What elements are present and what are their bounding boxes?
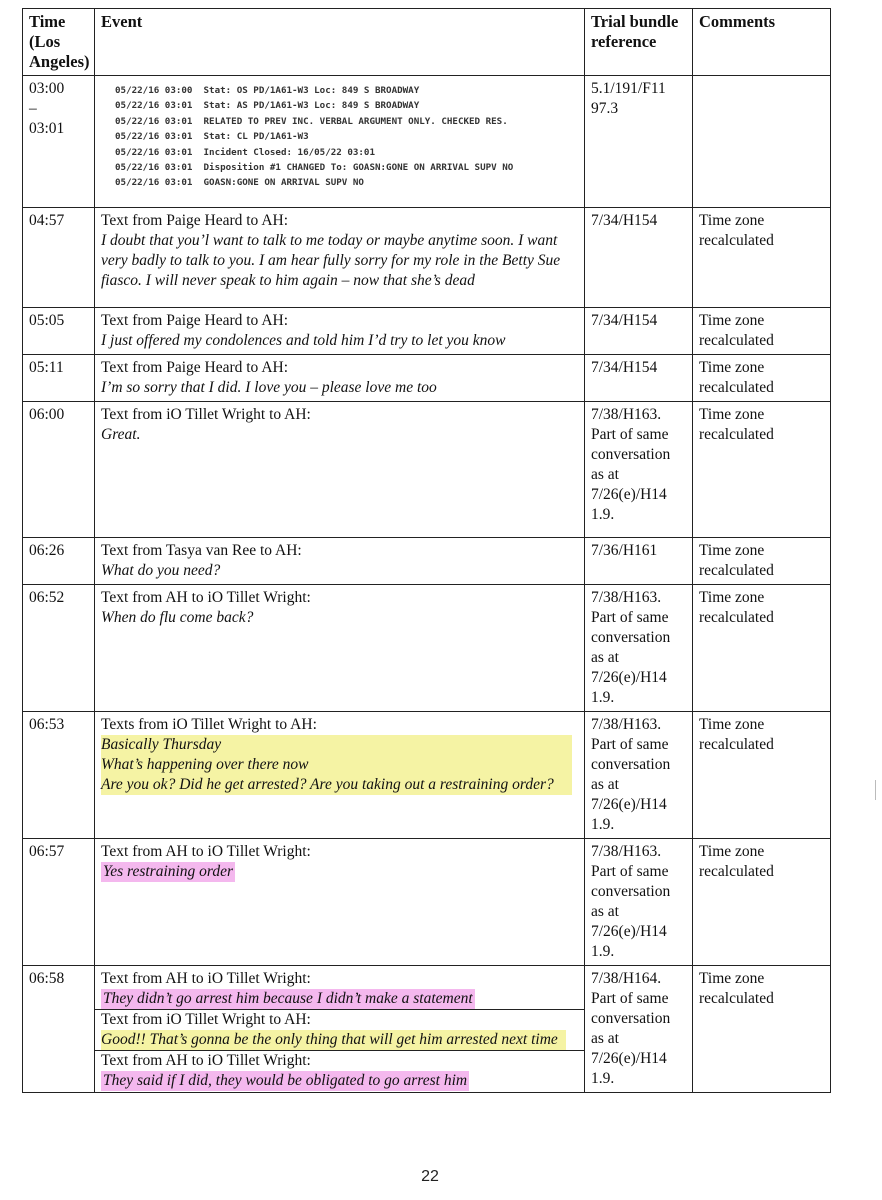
comment-cell: Time zone recalculated bbox=[693, 712, 831, 839]
time-cell: 03:00 – 03:01 bbox=[23, 76, 95, 208]
sub-message bbox=[95, 1050, 584, 1091]
event-cell bbox=[95, 839, 585, 966]
message-header: Text from AH to iO Tillet Wright: bbox=[101, 970, 311, 987]
event-cell bbox=[95, 585, 585, 712]
log-line: 05/22/16 03:01 Incident Closed: 16/05/22 03:01 bbox=[115, 146, 375, 158]
log-line: 05/22/16 03:01 RELATED TO PREV INC. VERBAL ARGUMENT ONLY. CHECKED RES. bbox=[115, 115, 508, 127]
time-cell: 06:53 bbox=[23, 712, 95, 839]
comment-cell: Time zone recalculated bbox=[693, 402, 831, 538]
comment-cell: Time zone recalculated bbox=[693, 308, 831, 355]
ref-cell: 7/38/H163. Part of same conversation as at 7/26(e)/H14 1.9. bbox=[585, 585, 693, 712]
message-text: I doubt that you’l want to talk to me today or maybe anytime soon. I want very badly to talk to you. I am hear fully sorry for my role in the Betty Sue fiasco. I will never speak to him again – now that she’s dead bbox=[101, 232, 561, 289]
ref-cell: 7/36/H161 bbox=[585, 538, 693, 585]
time-cell: 06:52 bbox=[23, 585, 95, 712]
table-row bbox=[23, 76, 831, 208]
time-cell: 05:05 bbox=[23, 308, 95, 355]
message-header: Text from Paige Heard to AH: bbox=[101, 359, 289, 376]
table-row bbox=[23, 585, 831, 712]
header-event: Event bbox=[95, 9, 585, 76]
event-cell bbox=[95, 76, 585, 208]
event-cell bbox=[95, 208, 585, 308]
message-text: What’s happening over there now bbox=[101, 756, 309, 773]
ref-cell: 7/38/H163. Part of same conversation as at 7/26(e)/H14 1.9. bbox=[585, 839, 693, 966]
message-text: Great. bbox=[101, 426, 141, 443]
table-row bbox=[23, 208, 831, 308]
message-text: I just offered my condolences and told him I’d try to let you know bbox=[101, 332, 506, 349]
ref-cell: 7/38/H163. Part of same conversation as at 7/26(e)/H14 1.9. bbox=[585, 402, 693, 538]
message-header: Text from AH to iO Tillet Wright: bbox=[101, 589, 311, 606]
log-line: 05/22/16 03:00 Stat: OS PD/1A61-W3 Loc: 849 S BROADWAY bbox=[115, 85, 420, 96]
log-line: 05/22/16 03:01 Stat: CL PD/1A61-W3 bbox=[115, 131, 309, 143]
message-header: Text from Tasya van Ree to AH: bbox=[101, 542, 302, 559]
time-cell: 06:57 bbox=[23, 839, 95, 966]
table-row bbox=[23, 538, 831, 585]
ref-cell: 7/38/H163. Part of same conversation as at 7/26(e)/H14 1.9. bbox=[585, 712, 693, 839]
timeline-table bbox=[22, 8, 831, 1093]
message-header: Text from iO Tillet Wright to AH: bbox=[101, 1011, 311, 1028]
message-text: Basically Thursday bbox=[101, 736, 222, 753]
page-number: 22 bbox=[421, 1168, 439, 1185]
comment-cell: Time zone recalculated bbox=[693, 538, 831, 585]
message-text: Good!! That’s gonna be the only thing that will get him arrested next time bbox=[101, 1030, 566, 1050]
message-header: Text from Paige Heard to AH: bbox=[101, 212, 289, 229]
comment-cell: Time zone recalculated bbox=[693, 585, 831, 712]
event-cell bbox=[95, 966, 585, 1093]
log-line: 05/22/16 03:01 GOASN:GONE ON ARRIVAL SUPV NO bbox=[115, 177, 364, 189]
header-time: Time (Los Angeles) bbox=[23, 9, 95, 76]
table-row bbox=[23, 966, 831, 1093]
message-text: What do you need? bbox=[101, 562, 221, 579]
scan-edge-mark bbox=[875, 780, 882, 800]
table-row bbox=[23, 355, 831, 402]
header-ref: Trial bundle reference bbox=[585, 9, 693, 76]
table-row bbox=[23, 839, 831, 966]
event-cell bbox=[95, 538, 585, 585]
comment-cell: Time zone recalculated bbox=[693, 355, 831, 402]
time-cell: 06:00 bbox=[23, 402, 95, 538]
event-cell bbox=[95, 355, 585, 402]
time-cell: 06:26 bbox=[23, 538, 95, 585]
message-header: Text from AH to iO Tillet Wright: bbox=[101, 843, 311, 860]
message-text: Are you ok? Did he get arrested? Are you taking out a restraining order? bbox=[101, 776, 554, 793]
comment-cell: Time zone recalculated bbox=[693, 966, 831, 1093]
time-cell: 06:58 bbox=[23, 966, 95, 1093]
message-header: Text from Paige Heard to AH: bbox=[101, 312, 289, 329]
message-text: They said if I did, they would be obligated to go arrest him bbox=[103, 1072, 468, 1089]
ref-cell: 7/38/H164. Part of same conversation as at 7/26(e)/H14 1.9. bbox=[585, 966, 693, 1093]
header-row bbox=[23, 9, 831, 76]
highlighted-messages bbox=[101, 735, 572, 795]
ref-cell: 5.1/191/F11 97.3 bbox=[585, 76, 693, 208]
message-text: When do flu come back? bbox=[101, 609, 254, 626]
comment-cell: Time zone recalculated bbox=[693, 839, 831, 966]
message-header: Text from AH to iO Tillet Wright: bbox=[101, 1052, 311, 1069]
comment-cell: Time zone recalculated bbox=[693, 208, 831, 308]
table-row bbox=[23, 308, 831, 355]
ref-cell: 7/34/H154 bbox=[585, 208, 693, 308]
event-cell bbox=[95, 402, 585, 538]
log-line: 05/22/16 03:01 Disposition #1 CHANGED To: GOASN:GONE ON ARRIVAL SUPV NO bbox=[115, 162, 514, 174]
log-line: 05/22/16 03:01 Stat: AS PD/1A61-W3 Loc: 849 S BROADWAY bbox=[115, 100, 420, 112]
event-cell bbox=[95, 712, 585, 839]
message-header: Texts from iO Tillet Wright to AH: bbox=[101, 716, 317, 733]
comment-cell bbox=[693, 76, 831, 208]
sub-message bbox=[95, 1009, 584, 1050]
ref-cell: 7/34/H154 bbox=[585, 355, 693, 402]
police-log bbox=[101, 79, 578, 191]
message-text: I’m so sorry that I did. I love you – please love me too bbox=[101, 379, 437, 396]
time-cell: 05:11 bbox=[23, 355, 95, 402]
table-row bbox=[23, 402, 831, 538]
message-text: Yes restraining order bbox=[103, 863, 234, 880]
message-header: Text from iO Tillet Wright to AH: bbox=[101, 406, 311, 423]
ref-cell: 7/34/H154 bbox=[585, 308, 693, 355]
header-comments: Comments bbox=[693, 9, 831, 76]
event-cell bbox=[95, 308, 585, 355]
sub-message bbox=[101, 969, 578, 1009]
message-text: They didn’t go arrest him because I didn’t make a statement bbox=[103, 990, 473, 1007]
time-cell: 04:57 bbox=[23, 208, 95, 308]
table-row bbox=[23, 712, 831, 839]
